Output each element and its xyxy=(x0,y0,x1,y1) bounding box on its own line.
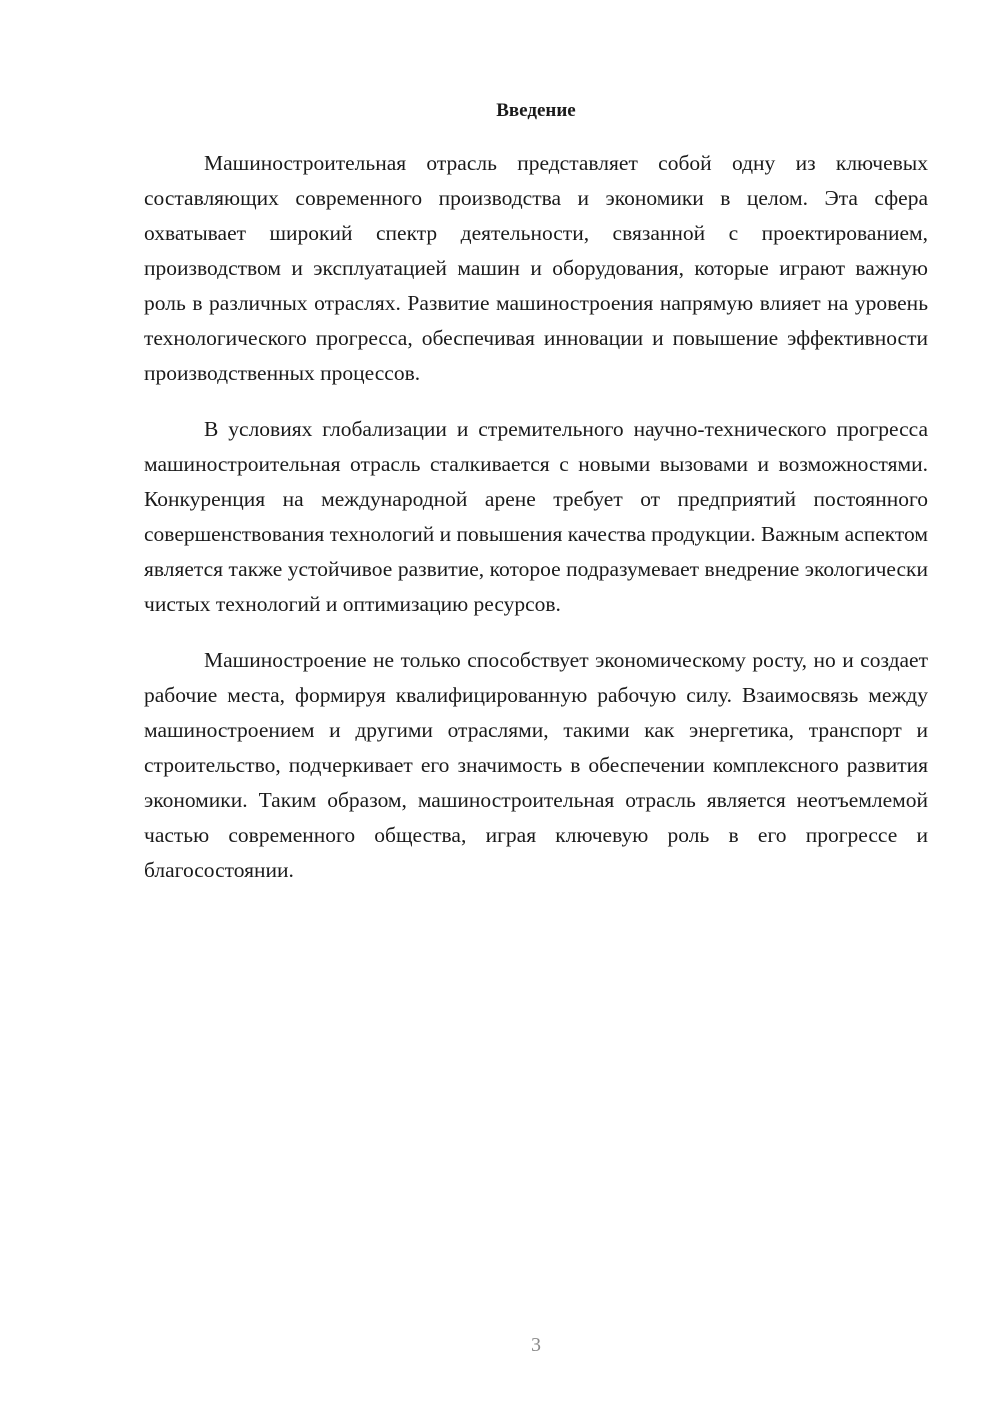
document-title: Введение xyxy=(496,100,576,121)
paragraph-3: Машиностроение не только способствует экономическому росту, но и создает рабочие места, формируя квалифицированную рабочую силу. Взаимосвязь между машиностроением и другими отраслями, такими как энергетика, транспорт и строительство, подчеркивает его значимость в обеспечении комплексного развития экономики. Таким образом, машиностроительная отрасль является неотъемлемой частью современного общества, играя ключевую роль в его прогрессе и благосостоянии. xyxy=(144,648,928,882)
page-number: 3 xyxy=(531,1334,541,1356)
paragraph-1: Машиностроительная отрасль представляет собой одну из ключевых составляющих современного производства и экономики в целом. Эта сфера охватывает широкий спектр деятельности, связанной с проектированием, производством и эксплуатацией машин и оборудования, которые играют важную роль в различных отраслях. Развитие машиностроения напрямую влияет на уровень технологического прогресса, обеспечивая инновации и повышение эффективности производственных процессов. xyxy=(144,151,928,385)
paragraph-2: В условиях глобализации и стремительного научно-технического прогресса машиностроительная отрасль сталкивается с новыми вызовами и возможностями. Конкуренция на международной арене требует от предприятий постоянного совершенствования технологий и повышения качества продукции. Важным аспектом является также устойчивое развитие, которое подразумевает внедрение экологически чистых технологий и оптимизацию ресурсов. xyxy=(144,417,928,616)
document-body xyxy=(144,96,928,909)
